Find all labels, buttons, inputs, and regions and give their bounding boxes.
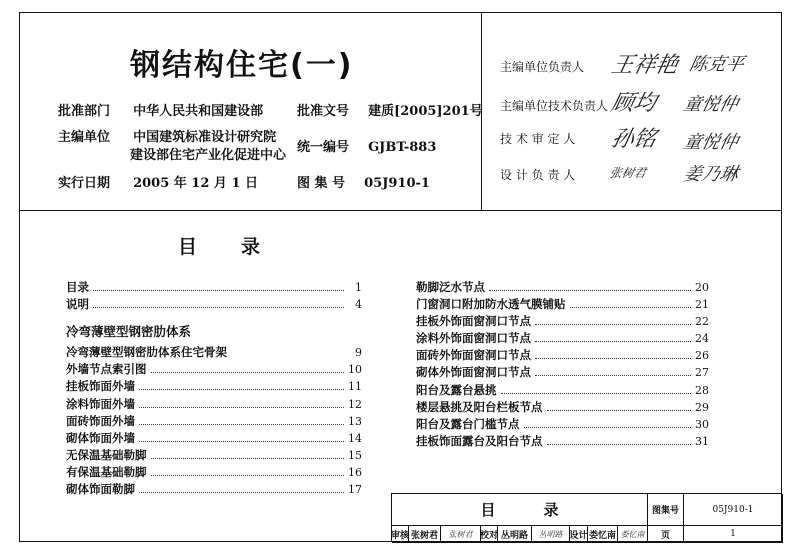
toc-item-label: 冷弯薄壁型钢密肋体系住宅骨架 <box>66 345 227 360</box>
toc-item[interactable] <box>416 279 709 296</box>
toc-item[interactable] <box>416 399 709 416</box>
leader-dots <box>535 364 691 376</box>
toc-item-label: 面砖外饰面窗洞口节点 <box>416 348 531 363</box>
toc-item-page: 16 <box>348 465 362 479</box>
toc-item-page: 4 <box>355 298 362 312</box>
toc-item[interactable] <box>416 433 709 450</box>
toc-item-label: 砌体饰面勒脚 <box>66 482 135 497</box>
effective-date <box>58 172 258 191</box>
signature-label: 主编单位负责人 <box>500 60 585 74</box>
toc-item-page: 30 <box>695 417 709 431</box>
toc-item[interactable] <box>66 464 362 481</box>
leader-dots <box>535 313 691 325</box>
toc-item[interactable] <box>416 347 709 364</box>
check-label: 校对 <box>481 526 498 543</box>
check-name: 丛明路 <box>498 526 532 543</box>
approval-dept <box>58 100 263 119</box>
leader-dots <box>139 481 344 493</box>
toc-item-page: 10 <box>348 363 362 377</box>
toc-item-page: 17 <box>348 483 362 497</box>
toc-right-column <box>416 279 709 450</box>
leader-dots <box>151 361 345 373</box>
leader-dots <box>93 296 344 308</box>
toc-item[interactable] <box>416 364 709 381</box>
toc-item-page: 11 <box>348 380 362 394</box>
toc-item-label: 门窗洞口附加防水透气膜铺贴 <box>416 297 566 312</box>
atlas-number-label: 图 集 号 <box>297 176 346 191</box>
toc-item-page: 22 <box>695 315 709 329</box>
signature-label: 主编单位技术负责人 <box>500 99 609 113</box>
toc-item-label: 目录 <box>66 280 89 294</box>
toc-item-page: 20 <box>695 281 709 294</box>
toc-item[interactable] <box>416 416 709 433</box>
leader-dots <box>489 279 691 291</box>
toc-heading: 目录 <box>178 236 305 258</box>
design-signature: 娄忆南 <box>618 526 648 543</box>
signature-handwritten: 张树君 <box>608 166 648 180</box>
toc-item-page: 13 <box>348 414 362 428</box>
signature-handwritten: 童悦仲 <box>681 94 740 115</box>
toc-item-page: 14 <box>348 431 362 445</box>
approval-dept-value: 中华人民共和国建设部 <box>133 104 264 119</box>
signature-handwritten: 王祥艳 <box>608 53 681 78</box>
page-value-cell: 1 <box>684 526 783 543</box>
signature-label: 设 计 负 责 人 <box>500 168 576 182</box>
toc-item[interactable] <box>66 396 362 413</box>
leader-dots <box>139 396 344 408</box>
leader-dots <box>547 433 692 445</box>
signature-row-design-lead <box>500 166 575 183</box>
toc-section-label: 冷弯薄壁型钢密肋体系 <box>66 324 192 340</box>
leader-dots <box>151 464 345 476</box>
review-signature: 张树君 <box>441 526 481 543</box>
page-label-cell: 页 <box>648 526 684 543</box>
signature-row-chief-unit <box>500 58 584 75</box>
toc-item-label: 有保温基础勒脚 <box>66 464 147 479</box>
toc-item-page: 31 <box>695 434 709 448</box>
toc-item-label: 挂板饰面外墙 <box>66 379 135 394</box>
unified-number <box>297 136 436 155</box>
leader-dots <box>535 330 691 342</box>
leader-dots <box>524 416 692 428</box>
title-block-title: 目录 <box>392 494 648 526</box>
toc-item-label: 挂板饰面露台及阳台节点 <box>416 433 543 448</box>
editor-unit-value: 中国建筑标准设计研究院 <box>133 130 277 145</box>
toc-item[interactable] <box>66 279 362 296</box>
signature-handwritten: 姜乃琳 <box>681 164 740 185</box>
toc-item-page: 15 <box>348 448 362 462</box>
design-label: 设计 <box>570 526 588 543</box>
signature-label: 技 术 审 定 人 <box>500 132 576 146</box>
effective-date-value: 2005 年 12 月 1 日 <box>133 176 259 191</box>
leader-dots <box>547 399 692 411</box>
effective-date-label: 实行日期 <box>58 176 111 191</box>
toc-item-label: 阳台及露台门槛节点 <box>416 416 520 431</box>
toc-item-label: 阳台及露台悬挑 <box>416 382 497 397</box>
document-title: 钢结构住宅(一) <box>130 48 354 83</box>
toc-item[interactable] <box>66 413 362 430</box>
toc-item[interactable] <box>66 361 362 378</box>
signature-handwritten: 童悦仲 <box>681 132 740 153</box>
leader-dots <box>535 347 691 359</box>
toc-item-page: 28 <box>695 383 709 397</box>
leader-dots <box>139 378 344 390</box>
atlas-label-cell: 图集号 <box>648 494 684 526</box>
approval-number-value: 建质[2005]201号 <box>368 104 483 119</box>
toc-item-page: 21 <box>695 298 709 312</box>
leader-dots <box>501 382 692 394</box>
design-name: 娄忆南 <box>588 526 618 543</box>
toc-item-label: 挂板外饰面窗洞口节点 <box>416 314 531 329</box>
toc-item[interactable] <box>416 382 709 399</box>
editor-unit-second <box>130 144 286 163</box>
toc-item[interactable] <box>66 378 362 395</box>
atlas-number <box>297 172 430 191</box>
toc-item-label: 说明 <box>66 297 89 312</box>
toc-item-page: 1 <box>355 281 362 294</box>
toc-item-label: 楼层悬挑及阳台栏板节点 <box>416 399 543 414</box>
toc-item-label: 砌体饰面外墙 <box>66 430 135 445</box>
toc-item-page: 29 <box>695 400 709 414</box>
signature-row-tech-review <box>500 130 575 147</box>
toc-item-page: 12 <box>348 397 362 411</box>
approval-dept-label: 批准部门 <box>58 104 111 119</box>
editor-unit-label: 主编单位 <box>58 130 111 145</box>
toc-item[interactable] <box>66 447 362 464</box>
toc-item[interactable] <box>66 344 362 361</box>
toc-section-heading <box>66 323 362 340</box>
toc-item[interactable] <box>66 430 362 447</box>
toc-item-page: 24 <box>695 332 709 346</box>
toc-item[interactable] <box>416 296 709 313</box>
atlas-number-value: 05J910-1 <box>364 176 430 191</box>
title-block <box>391 493 782 542</box>
approval-number-label: 批准文号 <box>297 104 350 119</box>
toc-item-page: 9 <box>355 346 362 360</box>
toc-item-label: 无保温基础勒脚 <box>66 447 147 462</box>
toc-item-page: 27 <box>695 366 709 380</box>
signature-handwritten: 孙铭 <box>608 127 659 152</box>
leader-dots <box>231 344 344 356</box>
toc-left-column <box>66 279 362 498</box>
unified-number-value: GJBT-883 <box>368 140 437 155</box>
toc-item-label: 涂料外饰面窗洞口节点 <box>416 331 531 346</box>
unified-number-label: 统一编号 <box>297 140 350 155</box>
toc-item[interactable] <box>416 330 709 347</box>
editor-unit-value-2: 建设部住宅产业化促进中心 <box>130 148 287 163</box>
leader-dots <box>139 413 344 425</box>
leader-dots <box>93 279 344 291</box>
review-name: 张树君 <box>409 526 441 543</box>
toc-item-label: 面砖饰面外墙 <box>66 413 135 428</box>
leader-dots <box>151 447 345 459</box>
signature-row-tech-chief <box>500 97 608 114</box>
header-divider <box>19 210 782 211</box>
editor-unit <box>58 126 276 145</box>
toc-item[interactable] <box>416 313 709 330</box>
approval-number <box>297 100 483 119</box>
toc-item-label: 外墙节点索引图 <box>66 362 147 377</box>
review-label: 审核 <box>392 526 409 543</box>
leader-dots <box>139 430 344 442</box>
signature-handwritten: 顾均 <box>608 91 659 116</box>
toc-item[interactable] <box>66 481 362 498</box>
toc-item-label: 勒脚泛水节点 <box>416 280 485 294</box>
check-signature: 丛明路 <box>532 526 570 543</box>
toc-item-label: 砌体外饰面窗洞口节点 <box>416 365 531 380</box>
toc-item-page: 26 <box>695 349 709 363</box>
atlas-value-cell: 05J910-1 <box>684 494 783 526</box>
toc-item[interactable] <box>66 296 362 313</box>
leader-dots <box>570 296 692 308</box>
toc-item-label: 涂料饰面外墙 <box>66 396 135 411</box>
signature-handwritten: 陈克平 <box>687 54 746 75</box>
